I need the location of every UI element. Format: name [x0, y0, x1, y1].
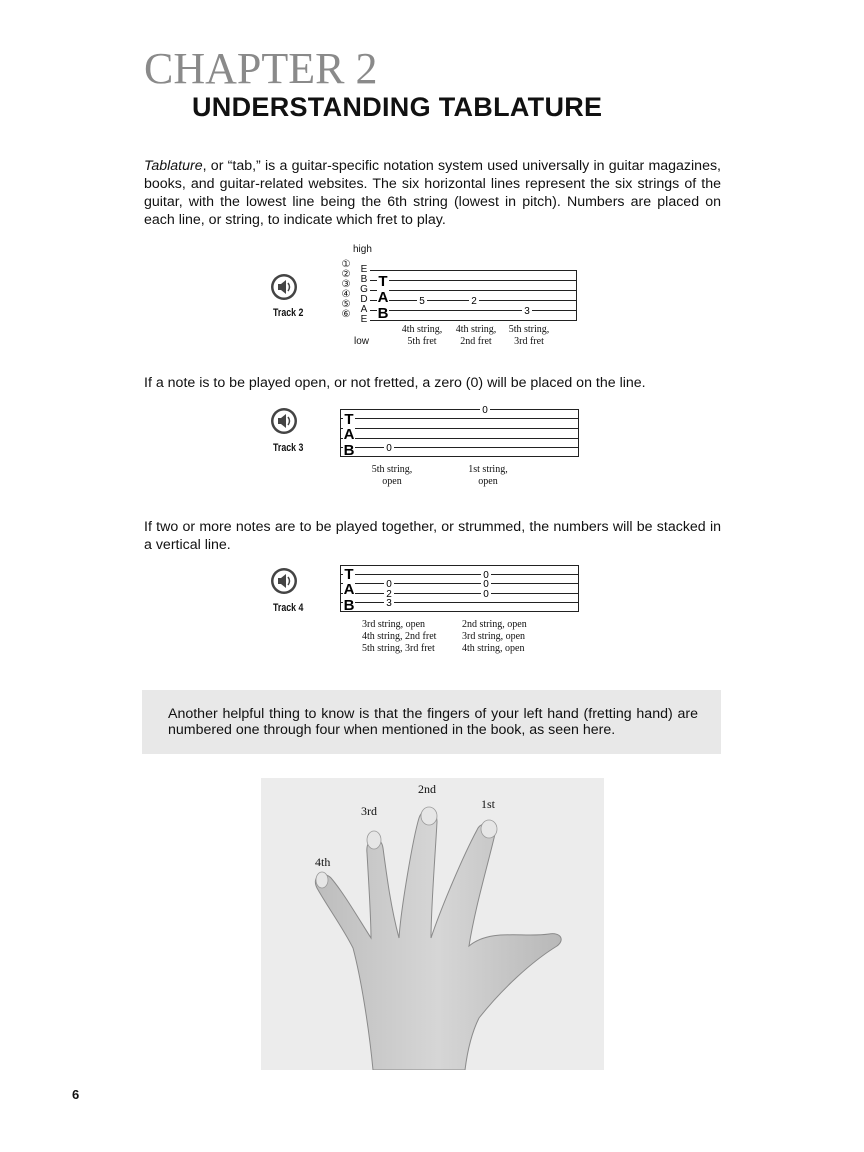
intro-paragraph	[144, 157, 721, 229]
hand-illustration	[261, 778, 604, 1070]
chapter-title: UNDERSTANDING TABLATURE	[192, 92, 603, 122]
string-number: ⑥	[341, 309, 351, 320]
speaker-icon	[270, 272, 300, 304]
intro-text: , or “tab,” is a guitar-specific notation system used universally in guitar magazines, books, and guitar-related websites. The six horizontal lines represent the six strings of the guitar, with the lowest line being the 6th string (lowest in pitch). Numbers are placed on each line, or string, to indicate which fret to play.	[144, 158, 721, 228]
tab-caption: 5th string, 3rd fret	[508, 324, 550, 347]
finger-label-2nd: 2nd	[418, 782, 436, 796]
tab-letter: A	[377, 289, 389, 306]
string-number: ④	[341, 289, 351, 300]
note-text: Another helpful thing to know is that the fingers of your left hand (fretting hand) are numbered one through four when mentioned in the book, as seen here.	[168, 706, 698, 738]
finger-label-4th: 4th	[315, 855, 331, 869]
high-label: high	[353, 244, 372, 255]
tab-note: 2	[386, 589, 392, 600]
tab-note: 0	[483, 579, 489, 590]
string-number: ②	[341, 269, 351, 280]
string-number: ①	[341, 259, 351, 270]
string-number: ③	[341, 279, 351, 290]
tab-note: 0	[386, 443, 392, 454]
tab-caption-right: 2nd string, open 3rd string, open 4th string, open	[462, 619, 527, 654]
track-label: Track 3	[273, 442, 304, 454]
finger-label-3rd: 3rd	[361, 804, 377, 818]
page-number: 6	[72, 1087, 80, 1102]
track-label: Track 4	[273, 602, 304, 614]
tab-note: 0	[483, 570, 489, 581]
tab-letter: T	[344, 566, 354, 583]
tab-letter: T	[378, 273, 388, 290]
tab-note: 0	[386, 579, 392, 590]
tab-caption: 5th string, open	[371, 464, 413, 487]
open-note-paragraph: If a note is to be played open, or not fretted, a zero (0) will be placed on the line.	[144, 375, 646, 391]
string-name: A	[360, 304, 368, 315]
string-name: E	[360, 264, 368, 275]
tab-note: 3	[386, 598, 392, 609]
note-box	[142, 690, 721, 754]
track-label: Track 2	[273, 307, 304, 319]
tab-caption: 4th string, 5th fret	[401, 324, 443, 347]
string-name: D	[360, 294, 368, 305]
stacked-notes-paragraph: If two or more notes are to be played together, or strummed, the numbers will be stacked in a vertical line.	[144, 519, 721, 553]
string-name-column	[359, 265, 369, 325]
hand-photo	[261, 778, 604, 1070]
tab-letter: T	[344, 411, 354, 428]
tab-staff-3	[340, 562, 582, 614]
speaker-icon	[270, 566, 300, 598]
tab-letter: B	[343, 442, 355, 458]
intro-italic-word: Tablature	[144, 158, 203, 174]
string-name: B	[360, 274, 368, 285]
low-label: low	[354, 336, 370, 347]
tab-note: 0	[483, 589, 489, 600]
tab-note: 5	[419, 296, 425, 307]
string-number-column	[340, 260, 352, 320]
tab-caption-left: 3rd string, open 4th string, 2nd fret 5th string, 3rd fret	[362, 619, 437, 654]
tab-note: 3	[524, 306, 530, 317]
tab-caption: 1st string, open	[468, 464, 508, 487]
tab-letter: A	[343, 426, 355, 443]
tab-staff-1	[370, 266, 580, 322]
tab-note: 2	[471, 296, 477, 307]
speaker-icon	[270, 406, 300, 438]
tab-letter: B	[343, 597, 355, 614]
chapter-heading: CHAPTER 2	[144, 44, 378, 93]
string-name: E	[360, 314, 368, 325]
tab-letter: B	[377, 305, 389, 322]
string-number: ⑤	[341, 299, 351, 310]
tab-caption: 4th string, 2nd fret	[455, 324, 497, 347]
finger-label-1st: 1st	[481, 797, 496, 811]
tab-letter: A	[343, 581, 355, 598]
string-name: G	[360, 284, 368, 295]
tab-staff-2	[340, 404, 582, 458]
tab-note: 0	[482, 405, 488, 416]
